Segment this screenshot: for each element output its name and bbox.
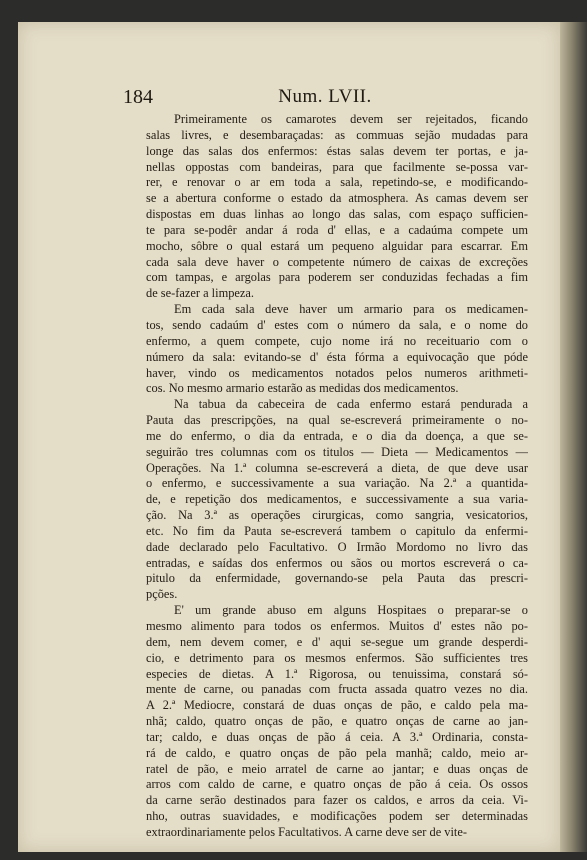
text-line: ção. Na 3.ª as operações cirurgicas, como sangria, vesicatorios,: [146, 508, 528, 523]
text-line: tos, sendo cadaúm d' estes com o número da sala, e o nome do: [146, 317, 528, 332]
text-line: da carne serão destinados para fazer os caldos, e arros da ceia. Vi-: [146, 793, 528, 808]
text-line: especies de dietas. A 1.ª Rigorosa, ou tenuissima, constará só-: [146, 666, 528, 681]
text-line: rer, e renovar o ar em toda a sala, repetindo-se, e modificando-: [146, 175, 528, 190]
page-title: Num. LVII.: [278, 86, 372, 107]
text-line: longe das salas dos enfermos: éstas salas devem ter portas, e ja-: [146, 143, 528, 158]
text-line: tar; caldo, e duas onças de pão á ceia. A 3.ª Ordinaria, consta-: [146, 729, 528, 744]
text-line: cos. No mesmo armario estarão as medidas dos medicamentos.: [146, 381, 459, 396]
text-line: enfermo, a quem compete, cujo nome irá no receituario com o: [146, 333, 528, 348]
text-line: cio, e detrimento para os mesmos enfermos. São sufficientes tres: [146, 650, 528, 665]
text-line: haver, vindo os medicamentos notados pelos numeros arithmeti-: [146, 365, 528, 380]
page-body-text: [146, 112, 528, 841]
text-line: Primeiramente os camarotes devem ser rejeitados, ficando: [174, 112, 528, 126]
text-line: Em cada sala deve haver um armario para os medicamen-: [174, 302, 528, 317]
text-line: extraordinariamente pelos Facultativos. A carne deve ser de vite-: [146, 824, 467, 839]
text-line: número da sala: evitando-se d' ésta fórma a equivocação que póde: [146, 349, 528, 364]
text-line: se a abertura conforme o estado da atmosphera. As camas devem ser: [146, 191, 528, 206]
text-line: mocho, sôbre o qual estará um pequeno alguidar para escarrar. Em: [146, 238, 528, 253]
text-line: Pauta das prescripções, na qual se-escreverá primeiramente o no-: [146, 413, 528, 428]
text-line: seguirão tres columnas com os titulos — Dieta — Medicamentos —: [146, 444, 528, 459]
text-line: E' um grande abuso em alguns Hospitaes o preparar-se o: [174, 603, 528, 618]
text-line: nellas oppostas com bandeiras, para que facilmente se-possa var-: [146, 159, 528, 174]
text-line: pitulo da enfermidade, governando-se pela Pauta das prescri-: [146, 571, 528, 586]
page-number: 184: [123, 86, 153, 108]
text-line: ratel de pão, e meio arratel de carne ao jantar; e duas onças de: [146, 761, 528, 776]
text-line: entradas, e saídas dos enfermos ou sãos ou mortos escreverá o ca-: [146, 555, 528, 570]
text-line: mente de carne, ou panadas com fructa assada quatro vezes no dia.: [146, 682, 528, 697]
text-line: etc. No fim da Pauta se-escreverá tambem o capitulo da enfermi-: [146, 523, 528, 538]
paragraph: [146, 397, 528, 603]
book-edge: [560, 22, 587, 852]
text-line: com tampas, e argolas para poderem ser conduzidas fechadas a fim: [146, 270, 528, 285]
text-line: rá de caldo, e quatro onças de pão pela manhã; caldo, meio ar-: [146, 745, 528, 760]
text-line: o enfermo, e successivamente a sua variação. Na 2.ª a quantida-: [146, 476, 528, 491]
text-line: me do enfermo, o dia da entrada, e o dia da doença, a que se-: [146, 428, 528, 443]
text-line: Na tabua da cabeceira de cada enfermo estará pendurada a: [174, 397, 528, 412]
text-line: nhã; caldo, quatro onças de pão, e quatro onças de carne ao jan-: [146, 714, 528, 729]
text-line: dem, nem devem comer, e d' aqui se-segue um grande desperdi-: [146, 634, 528, 649]
text-line: mesmo alimento para todos os enfermos. Muitos d' estes não po-: [146, 619, 528, 633]
text-line: pções.: [146, 587, 178, 602]
text-line: nho, outras suavidades, e modificações podem ser determinadas: [146, 809, 528, 824]
text-line: A 2.ª Mediocre, constará de duas onças de pão, e caldo pela ma-: [146, 698, 528, 713]
text-line: de, e repetição dos medicamentos, e successivamente a sua varia-: [146, 492, 528, 507]
text-line: salas livres, e desembaraçadas: as commuas sejão mudadas para: [146, 127, 528, 142]
text-line: dade declarado pelo Facultativo. O Irmão Mordomo no livro das: [146, 539, 528, 554]
text-line: te para se-podêr andar á roda d' ellas, e a cadaúma compete um: [146, 222, 528, 237]
text-line: Operações. Na 1.ª columna se-escreverá a dieta, de que deve usar: [146, 460, 528, 475]
paragraph: [146, 302, 528, 397]
text-line: dispostas em duas linhas ao longo das salas, com espaço sufficien-: [146, 207, 528, 222]
paragraph: [146, 603, 528, 841]
text-line: cada sala deve haver o competente número de caixas de excreções: [146, 254, 528, 269]
text-line: arros com caldo de carne, e quatro onças de pão á ceia. Os ossos: [146, 777, 528, 792]
page-header: [123, 86, 527, 108]
paragraph: [146, 112, 528, 302]
text-line: de se-fazer a limpeza.: [146, 286, 255, 301]
